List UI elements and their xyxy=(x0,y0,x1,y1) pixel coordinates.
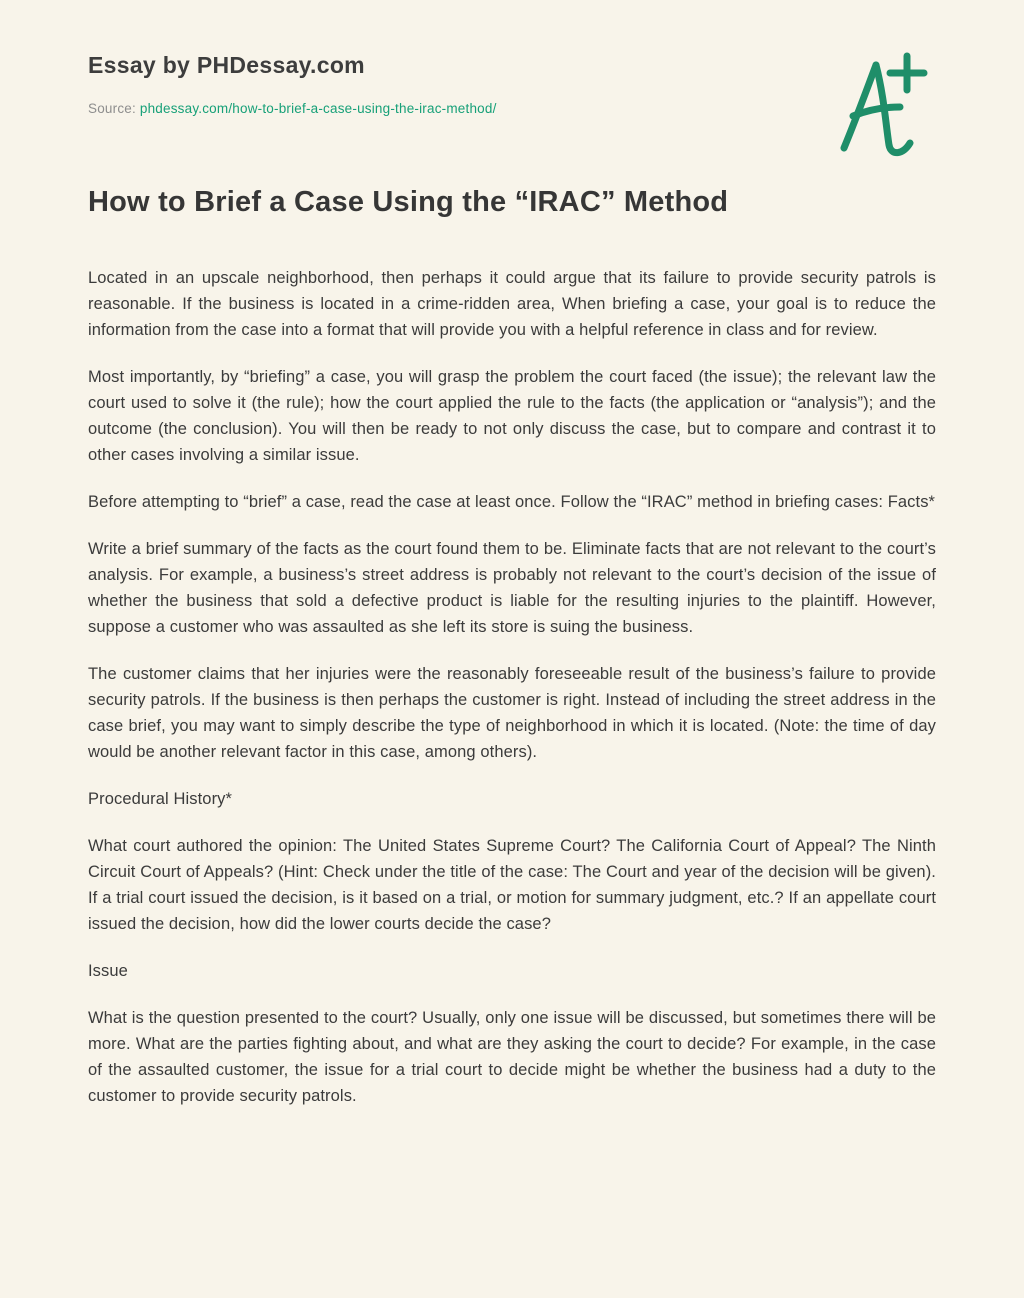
paragraph: Before attempting to “brief” a case, read the case at least once. Follow the “IRAC” method in briefing cases: Facts* xyxy=(88,493,936,511)
source-line xyxy=(88,101,936,116)
source-link[interactable]: phdessay.com/how-to-brief-a-case-using-the-irac-method/ xyxy=(139,101,497,116)
paragraph: What is the question presented to the court? Usually, only one issue will be discussed, but sometimes there will be more. What are the parties fighting about, and what are they asking the court to decide? For example, in the case of the assaulted customer, the issue for a trial court to decide might be whether the business had a duty to the customer to provide security patrols. xyxy=(88,1009,936,1105)
paragraph: What court authored the opinion: The United States Supreme Court? The California Court of Appeal? The Ninth Circuit Court of Appeals? (Hint: Check under the title of the case: The Court and year of the decision will be given). If a trial court issued the decision, is it based on a trial, or motion for summary judgment, etc.? If an appellate court issued the decision, how did the lower courts decide the case? xyxy=(88,837,936,933)
paragraph: The customer claims that her injuries were the reasonably foreseeable result of the business’s failure to provide security patrols. If the business is then perhaps the customer is right. Instead of including the street address in the case brief, you may want to simply describe the type of neighborhood in which it is located. (Note: the time of day would be another relevant factor in this case, among others). xyxy=(88,665,936,761)
article-body xyxy=(88,265,936,1109)
paragraph: Most importantly, by “briefing” a case, you will grasp the problem the court faced (the issue); the relevant law the court used to solve it (the rule); how the court applied the rule to the facts (the application or “analysis”); and the outcome (the conclusion). You will then be ready to not only discuss the case, but to compare and contrast it to other cases involving a similar issue. xyxy=(88,368,936,464)
paragraph: Write a brief summary of the facts as the court found them to be. Eliminate facts that are not relevant to the court’s analysis. For example, a business’s street address is probably not relevant to the court’s decision of the issue of whether the business that sold a defective product is liable for the resulting injuries to the plaintiff. However, suppose a customer who was assaulted as she left its store is suing the business. xyxy=(88,540,936,636)
a-plus-logo-icon xyxy=(828,52,928,164)
paragraph: Located in an upscale neighborhood, then perhaps it could argue that its failure to provide security patrols is reasonable. If the business is located in a crime-ridden area, When briefing a case, your goal is to reduce the information from the case into a format that will provide you with a helpful reference in class and for review. xyxy=(88,269,936,339)
paragraph-heading: Procedural History* xyxy=(88,790,233,808)
source-label: Source: xyxy=(88,101,136,116)
paragraph-heading: Issue xyxy=(88,962,128,980)
phdessay-logo xyxy=(828,52,928,164)
page-title: How to Brief a Case Using the “IRAC” Method xyxy=(88,186,729,218)
essay-byline: Essay by PHDessay.com xyxy=(88,52,365,78)
page-header xyxy=(88,52,936,116)
